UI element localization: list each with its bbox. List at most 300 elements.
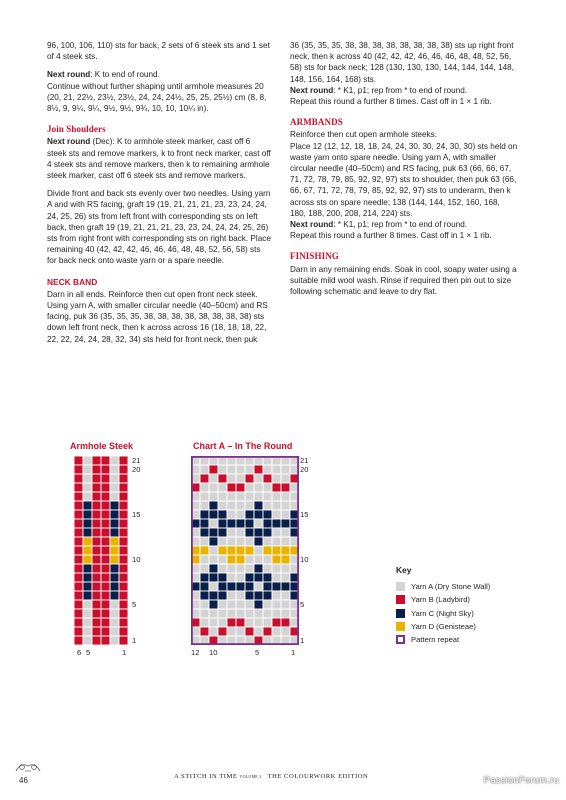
chart-a-cell [218, 627, 227, 636]
chart-a-cell [200, 573, 209, 582]
chart-a-row-label-10: 10 [300, 555, 309, 564]
steek-cell [110, 618, 119, 627]
steek-cell [119, 519, 128, 528]
steek-cell [119, 555, 128, 564]
chart-a-col-label-12: 12 [191, 648, 200, 657]
steek-cell [74, 582, 83, 591]
steek-cell [83, 564, 92, 573]
steek-cell [92, 627, 101, 636]
steek-cell [74, 591, 83, 600]
steek-cell [101, 519, 110, 528]
steek-cell [74, 627, 83, 636]
chart-a-cell [236, 501, 245, 510]
steek-cell [101, 483, 110, 492]
chart-a-cell [263, 501, 272, 510]
steek-cell [101, 546, 110, 555]
chart-a-cell [218, 573, 227, 582]
chart-a-cell [245, 492, 254, 501]
steek-row-label-10: 10 [132, 555, 141, 564]
chart-a-cell [272, 519, 281, 528]
steek-cell [74, 492, 83, 501]
chart-a-cell [263, 474, 272, 483]
chart-a-cell [272, 573, 281, 582]
chart-a-cell [200, 501, 209, 510]
steek-cell [110, 582, 119, 591]
chart-a-cell [263, 618, 272, 627]
steek-cell [83, 474, 92, 483]
chart-a-cell [236, 519, 245, 528]
chart-a-cell [272, 465, 281, 474]
steek-cell [119, 474, 128, 483]
chart-a-cell [227, 474, 236, 483]
steek-row-label-1: 1 [132, 636, 137, 645]
steek-cell [83, 465, 92, 474]
chart-a-cell [200, 528, 209, 537]
chart-a-cell [218, 501, 227, 510]
chart-a-cell [236, 492, 245, 501]
chart-a-cell [254, 582, 263, 591]
steek-cell [83, 546, 92, 555]
heading-armbands: ARMBANDS [290, 117, 343, 128]
heading-join-shoulders: Join Shoulders [47, 124, 106, 135]
chart-a-cell [200, 492, 209, 501]
steek-cell [92, 636, 101, 645]
chart-a-cell [263, 537, 272, 546]
chart-a-cell [263, 564, 272, 573]
chart-a-cell [227, 510, 236, 519]
chart-a-cell [209, 591, 218, 600]
chart-a-cell [272, 564, 281, 573]
chart-a-cell [236, 537, 245, 546]
chart-a-cell [245, 537, 254, 546]
chart-a-cell [236, 510, 245, 519]
chart-a-cell [227, 627, 236, 636]
chart-a-cell [281, 618, 290, 627]
steek-cell [92, 528, 101, 537]
chart-a-cell [245, 600, 254, 609]
chart-a-cell [209, 618, 218, 627]
chart-a-cell [245, 483, 254, 492]
chart-a-cell [245, 582, 254, 591]
steek-cell [119, 465, 128, 474]
steek-cell [92, 456, 101, 465]
chart-a-cell [218, 564, 227, 573]
steek-cell [119, 609, 128, 618]
armhole-steek-title: Armhole Steek [70, 441, 134, 451]
paragraph-neck-band: Darn in all ends. Reinforce then cut open front neck steek. Using yarn A, with smaller circular needle (40–50cm) and RS facing, puk 36 (35, 35, 35, 38, 38, 38, 38, 38, 38, 38, 38) sts down left front neck, then k across across 16 (18, 18, 18, 22, 22, 22, 24, 24, 28, 32, 34) sts held for front neck, then puk [47, 289, 268, 344]
steek-cell [101, 573, 110, 582]
chart-a-cell [281, 501, 290, 510]
steek-cell [83, 456, 92, 465]
steek-cell [110, 501, 119, 510]
chart-a-cell [254, 465, 263, 474]
chart-a-cell [272, 600, 281, 609]
chart-a-cell [227, 573, 236, 582]
steek-cell [83, 537, 92, 546]
chart-a-cell [236, 573, 245, 582]
chart-a-cell [254, 591, 263, 600]
steek-cell [110, 546, 119, 555]
steek-cell [83, 528, 92, 537]
dec-round-label: Next round [47, 137, 91, 147]
steek-cell [92, 618, 101, 627]
steek-cell [83, 591, 92, 600]
steek-cell [83, 627, 92, 636]
chart-a-cell [272, 582, 281, 591]
chart-a-cell [245, 555, 254, 564]
steek-cell [101, 492, 110, 501]
magazine-name: A STITCH IN TIME [174, 773, 238, 780]
heading-finishing: FINISHING [290, 251, 339, 262]
steek-cell [74, 474, 83, 483]
chart-a-cell [272, 483, 281, 492]
chart-a-cell [263, 483, 272, 492]
steek-cell [83, 573, 92, 582]
steek-cell [110, 492, 119, 501]
steek-cell [74, 618, 83, 627]
steek-cell [101, 510, 110, 519]
chart-a-cell [245, 573, 254, 582]
key-item-yarn-b [396, 593, 490, 606]
armhole-steek-chart [74, 456, 130, 645]
chart-a-cell [227, 555, 236, 564]
neck-rib-text: : * K1, p1; rep from * to end of round. [333, 85, 468, 95]
chart-a-cell [272, 591, 281, 600]
steek-cell [74, 609, 83, 618]
chart-a-cell [227, 609, 236, 618]
steek-cell [74, 501, 83, 510]
chart-a-cell [209, 492, 218, 501]
chart-a-cell [263, 609, 272, 618]
chart-a-cell [200, 582, 209, 591]
knitting-logo-icon [13, 760, 43, 774]
chart-a-row-label-5: 5 [300, 600, 305, 609]
steek-cell [119, 618, 128, 627]
chart-a-cell [218, 528, 227, 537]
pattern-repeat-label: Pattern repeat [411, 635, 460, 645]
steek-cell [110, 456, 119, 465]
chart-a-cell [218, 609, 227, 618]
chart-key [396, 565, 490, 646]
chart-a-cell [254, 600, 263, 609]
chart-a-cell [218, 483, 227, 492]
chart-a-cell [254, 627, 263, 636]
steek-cell [119, 564, 128, 573]
chart-a-row-label-1: 1 [300, 636, 305, 645]
steek-cell [119, 627, 128, 636]
paragraph-arm-repeat: Repeat this round a further 8 times. Cast off in 1 × 1 rib. [290, 231, 492, 241]
steek-cell [92, 474, 101, 483]
steek-cell [74, 573, 83, 582]
chart-a-cell [227, 600, 236, 609]
chart-a-cell [236, 465, 245, 474]
chart-a-cell [200, 474, 209, 483]
chart-a-cell [209, 483, 218, 492]
chart-a-cell [263, 600, 272, 609]
chart-a-cell [200, 627, 209, 636]
steek-cell [101, 555, 110, 564]
chart-a-cell [209, 600, 218, 609]
steek-cell [92, 483, 101, 492]
steek-cell [101, 591, 110, 600]
steek-cell [110, 573, 119, 582]
chart-a-cell [254, 618, 263, 627]
dec-round-text: (Dec): K to armhole steek marker, cast off 6 steek sts and remove markers, k to front neck marker, cast off 4 steek sts and remove markers, then k to remaining armhole steek marker, cast off 6 steek sts and remove markers. [47, 137, 271, 181]
steek-cell [83, 600, 92, 609]
steek-cell [119, 483, 128, 492]
steek-cell [110, 483, 119, 492]
chart-a-cell [236, 609, 245, 618]
chart-a-cell [263, 582, 272, 591]
paragraph-neck-rib [290, 85, 518, 96]
steek-cell [110, 528, 119, 537]
page-footer [0, 770, 566, 790]
steek-cell [101, 582, 110, 591]
chart-a-cell [209, 564, 218, 573]
chart-a-cell [254, 528, 263, 537]
magazine-title [174, 773, 368, 780]
chart-a-cell [209, 582, 218, 591]
chart-a-cell [272, 546, 281, 555]
chart-a-cell [263, 573, 272, 582]
steek-cell [119, 591, 128, 600]
chart-a-cell [254, 555, 263, 564]
chart-a-cell [245, 627, 254, 636]
chart-a-cell [254, 546, 263, 555]
chart-a-cell [281, 555, 290, 564]
watermark: PassionForum.ru [483, 775, 559, 786]
steek-cell [83, 492, 92, 501]
steek-cell [101, 618, 110, 627]
steek-cell [119, 510, 128, 519]
chart-a-cell [218, 546, 227, 555]
chart-a-cell [209, 627, 218, 636]
chart-a-cell [245, 501, 254, 510]
steek-cell [92, 582, 101, 591]
steek-cell [92, 546, 101, 555]
paragraph-next-round [47, 69, 272, 80]
paragraph-finishing: Darn in any remaining ends. Soak in cool, soapy water using a suitable mild wool wash. Rinse if required then pin out to size following schematic and leave to dry flat. [290, 264, 517, 297]
chart-a-cell [200, 564, 209, 573]
steek-cell [92, 609, 101, 618]
chart-a-cell [263, 528, 272, 537]
chart-a-cell [227, 492, 236, 501]
chart-a-row-label-21: 21 [300, 456, 309, 465]
steek-cell [74, 537, 83, 546]
paragraph-armhole: Continue without further shaping until armhole measures 20 (20, 21, 22½, 23½, 23½, 24, 24, 24½, 25, 25, 25½) cm (8, 8, 8½, 9, 9¼, 9¼, 9½, 9½, 9¾, 10, 10, 10¼ in). [47, 81, 267, 114]
chart-a-cell [245, 564, 254, 573]
chart-a-cell [281, 474, 290, 483]
steek-cell [110, 600, 119, 609]
steek-cell [119, 456, 128, 465]
arm-rib-text: : * K1, p1; rep from * to end of round. [333, 220, 468, 230]
chart-a-cell [209, 573, 218, 582]
chart-a-cell [281, 483, 290, 492]
key-item-yarn-a [396, 580, 490, 593]
chart-a-cell [281, 546, 290, 555]
chart-a-cell [281, 465, 290, 474]
key-item-yarn-c [396, 607, 490, 620]
steek-cell [74, 600, 83, 609]
chart-a-cell [245, 618, 254, 627]
paragraph-arm-rib [290, 219, 518, 230]
yarn-a-label: Yarn A (Dry Stone Wall) [411, 582, 491, 592]
steek-col-label-5: 5 [86, 648, 91, 657]
chart-a-cell [281, 582, 290, 591]
left-text-column [47, 40, 272, 352]
steek-cell [110, 519, 119, 528]
chart-a-cell [236, 483, 245, 492]
chart-a-cell [209, 465, 218, 474]
steek-cell [101, 564, 110, 573]
key-item-pattern-repeat [396, 633, 490, 646]
chart-a-cell [272, 474, 281, 483]
chart-a-cell [200, 546, 209, 555]
chart-a-cell [236, 528, 245, 537]
steek-cell [74, 546, 83, 555]
steek-cell [92, 555, 101, 564]
steek-cell [119, 537, 128, 546]
steek-cell [101, 501, 110, 510]
chart-a-col-label-10: 10 [209, 648, 218, 657]
chart-a-cell [218, 537, 227, 546]
chart-a-cell [281, 591, 290, 600]
steek-cell [101, 528, 110, 537]
chart-a-cell [218, 582, 227, 591]
chart-a-cell [218, 555, 227, 564]
chart-a-cell [209, 537, 218, 546]
paragraph-reinforce: Reinforce then cut open armhole steeks. [290, 130, 438, 140]
chart-a-cell [281, 492, 290, 501]
chart-a-cell [236, 582, 245, 591]
paragraph-neck-continue [290, 40, 518, 85]
chart-a-cell [245, 591, 254, 600]
chart-a-cell [209, 474, 218, 483]
paragraph-dec-round [47, 136, 272, 181]
arm-rib-label: Next round [290, 220, 334, 230]
chart-a-cell [281, 609, 290, 618]
chart-a-cell [281, 573, 290, 582]
chart-a-cell [209, 501, 218, 510]
steek-cell [110, 591, 119, 600]
chart-a-cell [254, 564, 263, 573]
chart-a-cell [236, 618, 245, 627]
chart-a-cell [209, 555, 218, 564]
chart-a-cell [263, 465, 272, 474]
steek-cell [74, 519, 83, 528]
yarn-d-label: Yarn D (Genisteae) [411, 622, 476, 632]
steek-cell [101, 609, 110, 618]
steek-cell [92, 600, 101, 609]
neck-continue-text: 36 (35, 35, 35, 38, 38, 38, 38, 38, 38, 38, 38) sts up right front neck, then k across 40 (42, 42, 42, 46, 46, 46, 48, 48, 52, 56, 58) sts for back neck; 128 (130, 130, 130, 144, 144, 144, 148, 148, 156, 164, 168) sts. [290, 41, 514, 84]
pattern-repeat-swatch [396, 635, 405, 644]
chart-a-cell [218, 474, 227, 483]
chart-a-cell [254, 510, 263, 519]
chart-a-cell [209, 609, 218, 618]
chart-a-cell [227, 537, 236, 546]
chart-a-cell [218, 618, 227, 627]
chart-a-cell [218, 519, 227, 528]
chart-a-cell [254, 519, 263, 528]
steek-cell [119, 636, 128, 645]
chart-a-cell [272, 501, 281, 510]
chart-a-cell [245, 474, 254, 483]
steek-cell [101, 474, 110, 483]
chart-a-cell [254, 609, 263, 618]
chart-a-row-label-20: 20 [300, 465, 309, 474]
yarn-b-swatch [396, 595, 405, 604]
chart-a-cell [263, 591, 272, 600]
steek-cell [83, 519, 92, 528]
chart-a-cell [272, 618, 281, 627]
steek-cell [92, 564, 101, 573]
yarn-b-label: Yarn B (Ladybird) [411, 595, 470, 605]
steek-cell [101, 537, 110, 546]
chart-a-cell [281, 528, 290, 537]
chart-a-cell [227, 501, 236, 510]
steek-cell [74, 483, 83, 492]
chart-a-cell [263, 492, 272, 501]
paragraph-place-sts: Place 12 (12, 12, 18, 18, 24, 24, 30, 30, 24, 30, 30) sts held on waste yarn onto spare needle. Using yarn A, with smaller circular needle (40–50cm) and RS facing, puk 63 (66, 66, 67, 71, 72, 78, 79, 85, 92, 92, 97) sts to shoulder, then puk 63 (66, 66, 67, 71, 72, 78, 79, 85, 92, 92, 97) sts to underarm, then k across sts on spare needle; 138 (144, 144, 152, 160, 168, 180, 188, 200, 208, 214, 224) sts. [290, 141, 518, 218]
chart-a-cell [245, 528, 254, 537]
magazine-volume: VOLUME 3 [239, 774, 262, 779]
right-text-column [290, 40, 518, 304]
chart-a-cell [272, 510, 281, 519]
chart-a-cell [236, 555, 245, 564]
chart-a-cell [227, 546, 236, 555]
steek-cell [92, 465, 101, 474]
chart-a-cell [200, 537, 209, 546]
steek-cell [92, 492, 101, 501]
yarn-c-swatch [396, 609, 405, 618]
steek-cell [83, 483, 92, 492]
next-round-text: : K to end of round. [90, 70, 160, 80]
steek-cell [83, 510, 92, 519]
steek-cell [74, 564, 83, 573]
steek-cell [110, 510, 119, 519]
steek-cell [74, 555, 83, 564]
chart-a-cell [200, 609, 209, 618]
steek-row-label-15: 15 [132, 510, 141, 519]
chart-a-cell [227, 591, 236, 600]
steek-cell [74, 465, 83, 474]
chart-a-cell [218, 591, 227, 600]
chart-a-cell [236, 627, 245, 636]
steek-cell [83, 636, 92, 645]
chart-a-cell [227, 519, 236, 528]
steek-cell [119, 492, 128, 501]
chart-a-cell [245, 510, 254, 519]
chart-a-cell [245, 519, 254, 528]
chart-a-cell [263, 555, 272, 564]
chart-a-cell [227, 528, 236, 537]
steek-col-label-6: 6 [77, 648, 82, 657]
chart-a-cell [281, 537, 290, 546]
chart-a-cell [263, 510, 272, 519]
steek-cell [110, 474, 119, 483]
steek-cell [110, 609, 119, 618]
steek-cell [92, 573, 101, 582]
chart-a-cell [236, 591, 245, 600]
chart-a-cell [227, 564, 236, 573]
chart-a-cell [254, 483, 263, 492]
chart-a-cell [281, 600, 290, 609]
steek-cell [119, 546, 128, 555]
steek-cell [101, 456, 110, 465]
chart-a-cell [263, 546, 272, 555]
chart-a-cell [272, 609, 281, 618]
steek-row-label-21: 21 [132, 456, 141, 465]
